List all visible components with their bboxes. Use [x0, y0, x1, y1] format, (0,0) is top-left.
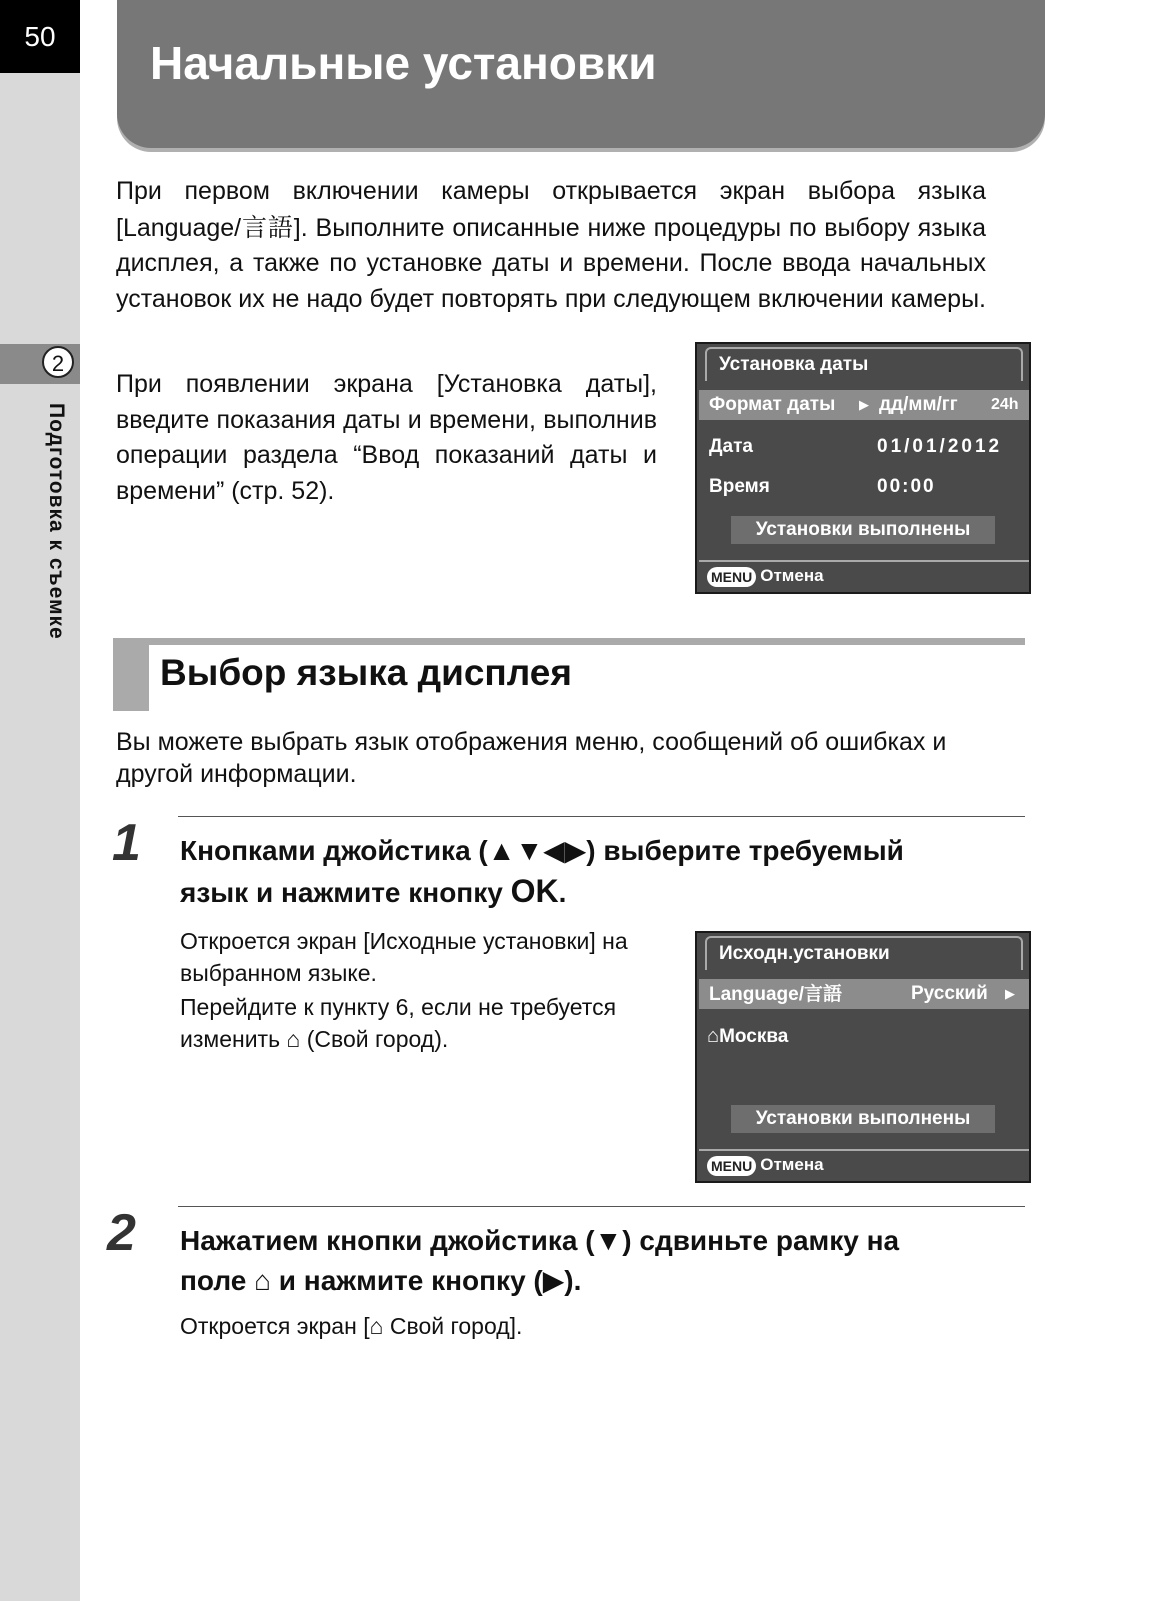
page-title: Начальные установки: [150, 37, 657, 89]
step1-number: 1: [112, 814, 141, 872]
section-marker: [113, 645, 149, 711]
date-label: Дата: [709, 436, 753, 457]
step1-text2-b: (Свой город).: [300, 1026, 449, 1052]
home-icon: ⌂: [369, 1313, 384, 1339]
step2-heading: [180, 1221, 1020, 1301]
intro-paragraph: [116, 174, 986, 317]
initial-settings-screen: [695, 931, 1031, 1183]
date-paragraph: При появлении экрана [Установка даты], введите показания даты и времени, выполнив операции раздела “Ввод показаний даты и времени” (стр. 52).: [116, 370, 657, 505]
home-icon: ⌂: [254, 1265, 272, 1296]
step1-heading-line2: [180, 871, 1020, 913]
24h-indicator: 24h: [991, 396, 1019, 413]
home-city-value: Москва: [719, 1026, 789, 1047]
language-label-cjk: 言語: [804, 983, 843, 1005]
settings-done-button: Установки выполнены: [731, 516, 995, 544]
home-icon: ⌂: [286, 1026, 301, 1052]
ok-button-label: OK: [510, 873, 559, 909]
date-format-row: [699, 390, 1029, 420]
chapter-title: Подготовка к съемке: [45, 403, 68, 640]
step2-text-a: Откроется экран [: [180, 1313, 370, 1339]
home-city-row: [707, 1025, 788, 1048]
arrow-right-icon: ▶: [859, 397, 869, 412]
step1-heading: [180, 831, 1020, 913]
screen-footer: [699, 560, 1029, 592]
step1-text1: Откроется экран [Исходные установки] на выбранном языке.: [180, 928, 628, 986]
date-format-value: дд/мм/гг: [879, 394, 958, 415]
step2-text: [180, 1310, 880, 1342]
date-value: 01/01/2012: [877, 436, 1003, 457]
section-rule: [113, 638, 1025, 645]
screen-footer: [699, 1149, 1029, 1181]
section-title: Выбор языка дисплея: [160, 652, 572, 693]
intro-text-b: ]. Выполните описанные ниже процедуры по выбору языка дисплея, а также по установке даты и времени. После ввода начальных установок их не надо будет повторять при следующем включении камеры.: [116, 213, 986, 313]
step1-text2-a: Перейдите к пункту 6, если не требуется изменить: [180, 994, 617, 1052]
step2-number: 2: [107, 1204, 136, 1262]
cancel-label: Отмена: [760, 1155, 824, 1174]
step2-heading-line1: Нажатием кнопки джойстика (▼) сдвиньте рамку на: [180, 1225, 900, 1256]
language-value: Русский: [911, 983, 988, 1004]
intro-text-a: При первом включении камеры открывается экран выбора языка [Language/: [116, 177, 986, 242]
step1-heading-line1: Кнопками джойстика (▲▼◀▶) выберите требуемый: [180, 835, 904, 866]
step1-heading-text: язык и нажмите кнопку: [180, 877, 511, 908]
screen-title: Исходн.установки: [705, 936, 1023, 970]
step2-heading-line2: [180, 1261, 1020, 1301]
arrow-right-icon: ▶: [1005, 986, 1015, 1001]
time-value: 00:00: [877, 476, 936, 497]
step2-text-b: Свой город].: [383, 1313, 523, 1339]
side-margin: [0, 0, 80, 1601]
screen-title: Установка даты: [705, 347, 1023, 381]
menu-key-icon: MENU: [707, 1156, 756, 1176]
step2-heading-text-a: поле: [180, 1265, 255, 1296]
language-label: [709, 979, 842, 1010]
settings-done-button: Установки выполнены: [731, 1105, 995, 1133]
section-intro: Вы можете выбрать язык отображения меню, сообщений об ошибках и другой информации.: [116, 728, 947, 788]
cancel-label: Отмена: [760, 566, 824, 585]
menu-key-icon: MENU: [707, 567, 756, 587]
home-icon: ⌂: [707, 1025, 720, 1047]
step1-rule: [178, 816, 1025, 817]
intro-text-cjk: 言語: [241, 212, 294, 242]
language-label-text: Language/: [709, 984, 805, 1005]
date-format-label: Формат даты: [709, 394, 836, 415]
step1-heading-end: .: [558, 877, 567, 908]
language-row: [699, 979, 1029, 1009]
step1-text2: [180, 991, 675, 1055]
step2-heading-text-b: и нажмите кнопку (▶).: [271, 1265, 582, 1296]
time-label: Время: [709, 476, 770, 497]
chapter-number: 2: [42, 346, 74, 378]
step2-rule: [178, 1206, 1025, 1207]
date-settings-screen: [695, 342, 1031, 594]
page-number: 50: [0, 0, 80, 73]
